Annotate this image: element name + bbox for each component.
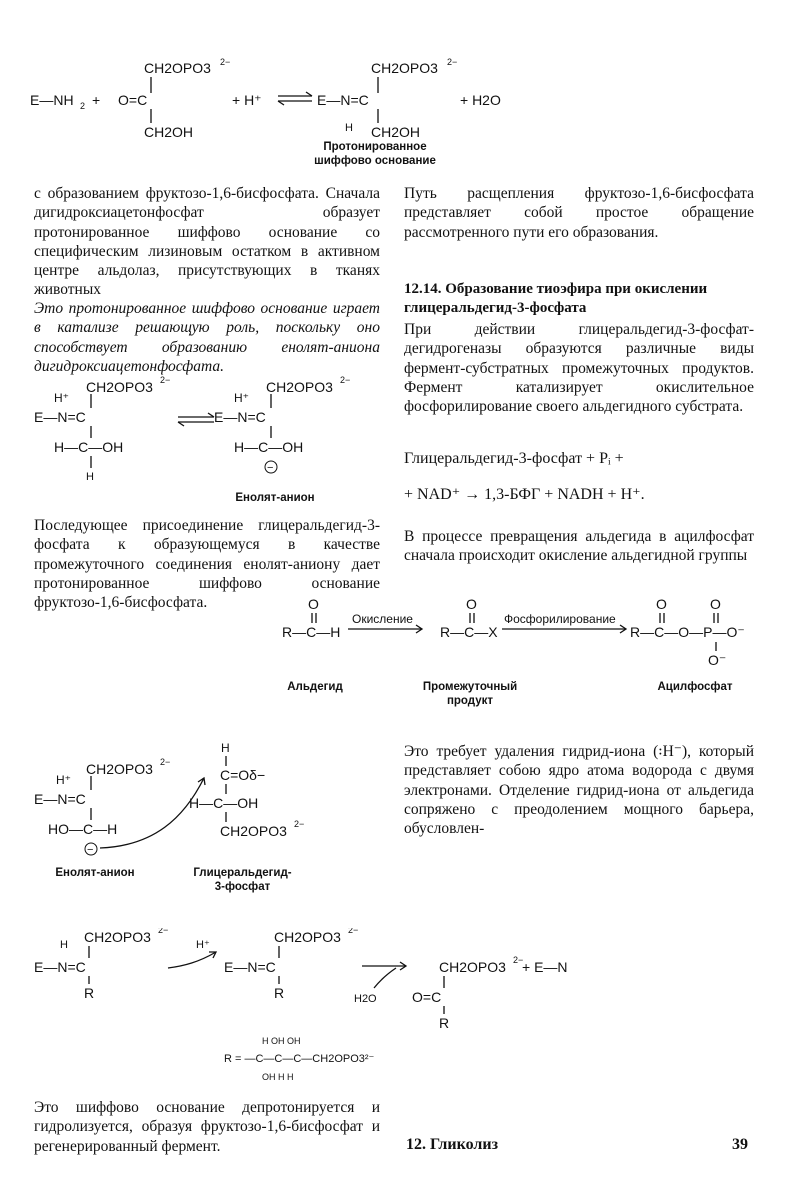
- plus-enzyme: + E—N: [522, 959, 568, 975]
- h-c-oh-label: H—C—OH: [189, 795, 259, 811]
- ho-c-h-label: HO—C—H: [48, 821, 118, 837]
- oxygen-label-3: O: [656, 596, 667, 612]
- oxygen-label: O: [308, 596, 319, 612]
- caption-line-1: Протонированное: [323, 141, 427, 153]
- subscript-2: 2: [80, 101, 86, 111]
- charge-enolate: 2−: [160, 757, 171, 767]
- plus-water: + H2O: [460, 92, 501, 108]
- charge-gap: 2−: [294, 819, 305, 829]
- carbonyl-product: O=C: [412, 989, 442, 1005]
- proton-label: H⁺: [196, 939, 210, 951]
- section-heading: 12.14. Образование тиоэфира при окислении глицеральдегид-3-фосфата: [404, 281, 708, 316]
- left-paragraph-3: Последующее присоединение глицеральдегид-3-фосфата к образующемуся в качестве промежуточного соединения енолят-аниону дает протонированное шиффово основание фруктозо-1,6-бисфосфата.: [34, 517, 380, 612]
- right-paragraph-4: Это требует удаления гидрид-иона (꞉H⁻), который представляет собою ядро атома водорода с двумя электронами. Отделение гидрид-иона от альдегида сопряжено с преодолением мощного барьера, обусловлен-: [404, 743, 754, 838]
- caption-enolate-anion-2: Енолят-анион: [55, 867, 135, 879]
- chapter-title: 12. Гликолиз: [406, 1136, 498, 1153]
- right-paragraph-1: Путь расщепления фруктозо-1,6-бисфосфата представляет собой простое обращение рассмотренного пути его образования.: [404, 185, 754, 241]
- r-definition: R = —C—C—C—CH2OPO3²⁻: [224, 1053, 375, 1065]
- o-minus-label: O⁻: [708, 652, 727, 668]
- carbonyl-label: O=C: [118, 92, 148, 108]
- charge-label-2: 2−: [340, 375, 351, 385]
- scheme-aldehyde-oxidation: [280, 595, 790, 685]
- oxygen-label-4: O: [710, 596, 721, 612]
- ch2opo3-3: CH2OPO3: [439, 959, 506, 975]
- ch2oh-group-2: CH2OH: [371, 124, 421, 140]
- attack-arrow: [100, 778, 204, 848]
- caption-protonated-schiff-base: [290, 140, 460, 168]
- scheme-enolate-gap-addition: [34, 738, 334, 863]
- enzyme-amine-label: E—NH: [30, 92, 74, 108]
- scheme-hydrolysis: [34, 928, 594, 1098]
- caption-intermediate-line-1: Промежуточный: [422, 681, 518, 693]
- caption-gap-line-1: Глицеральдегид-: [193, 867, 292, 879]
- caption-gap: [180, 866, 305, 894]
- ch2opo3-2: CH2OPO3: [274, 929, 341, 945]
- enzyme-n-c-label: E—N=C: [34, 791, 86, 807]
- right-paragraph-2: При действии глицеральдегид-3-фосфат-дегидрогеназы образуются различные виды фермент-субстратных промежуточных продуктов. Фермент катализирует окислительное фосфорилирование своего альдегидного субстрата.: [404, 321, 754, 416]
- proton-label-2: H⁺: [234, 391, 249, 405]
- charge-1: 2−: [158, 928, 169, 935]
- hydrogen-label: H: [86, 471, 94, 483]
- caption-enolate-anion: Енолят-анион: [235, 492, 315, 504]
- hydrogen-label: H: [60, 939, 68, 951]
- protonated-enzyme-label: E—N=C: [317, 92, 369, 108]
- caption-acylphosphate: Ацилфосфат: [657, 681, 733, 693]
- hydrogen-label: H: [345, 122, 353, 134]
- equation-line-1: Глицеральдегид-3-фосфат + Pᵢ +: [404, 450, 624, 467]
- phosphorylation-label: Фосфорилирование: [504, 612, 616, 626]
- h-c-oh-label: H—C—OH: [54, 439, 124, 455]
- charge-label: 2−: [220, 57, 231, 67]
- oxidation-label: Окисление: [352, 612, 413, 626]
- ch2opo3-enolate: CH2OPO3: [86, 761, 153, 777]
- ch2opo3-gap: CH2OPO3: [220, 823, 287, 839]
- plus-sign: +: [92, 92, 101, 108]
- charge-3: 2−: [513, 955, 524, 965]
- enzyme-n-c-1: E—N=C: [34, 959, 86, 975]
- r-def-bottom-row: OH H H: [262, 1072, 294, 1082]
- ch2opo3-1: CH2OPO3: [84, 929, 151, 945]
- r-label-2: R: [274, 985, 285, 1001]
- water-label: H2O: [354, 993, 377, 1005]
- proton-label: H⁺: [54, 391, 69, 405]
- caption-aldehyde: Альдегид: [287, 681, 343, 693]
- caption-intermediate-line-2: продукт: [446, 695, 494, 707]
- ch2opo3-group: CH2OPO3: [144, 60, 211, 76]
- charge-label-2: 2−: [447, 57, 458, 67]
- plus-proton: + H⁺: [232, 92, 262, 108]
- caption-gap-line-2: 3-фосфат: [214, 881, 271, 893]
- right-paragraph-3: В процессе превращения альдегида в ацилфосфат сначала происходит окисление альдегидной группы: [404, 528, 754, 565]
- intermediate-label: R—C—X: [440, 624, 498, 640]
- left-paragraph-italic: Это протонированное шиффово основание играет в катализе решающую роль, поскольку оно способствует образованию енолят-аниона дигидроксиацетонфосфата.: [34, 300, 380, 375]
- ch2opo3-group-2: CH2OPO3: [266, 379, 333, 395]
- enzyme-n-c-2: E—N=C: [224, 959, 276, 975]
- h-c-oh-label-2: H—C—OH: [234, 439, 304, 455]
- left-paragraph-1: с образованием фруктозо-1,6-бисфосфата. Сначала дигидроксиацетонфосфат образует протонированное шиффово основание со специфическим лизиновым остатком в активном центре альдолаз, присутствующих в тканях животных: [34, 185, 380, 299]
- caption-line-2: шиффово основание: [314, 155, 436, 167]
- caption-intermediate: [405, 680, 535, 708]
- charge-label: 2−: [160, 375, 171, 385]
- acylphosphate-label: R—C—O—P—O⁻: [630, 624, 745, 640]
- negative-charge-sign: −: [267, 462, 274, 474]
- ch2opo3-group-2: CH2OPO3: [371, 60, 438, 76]
- proton-label: H⁺: [56, 773, 71, 787]
- aldehyde-label: R—C—H: [282, 624, 341, 640]
- bottom-paragraph: Это шиффово основание депротонируется и гидролизуется, образуя фруктозо-1,6-бисфосфат и регенерированный фермент.: [34, 1099, 380, 1155]
- ch2opo3-group: CH2OPO3: [86, 379, 153, 395]
- hydrogen-top: H: [221, 741, 230, 755]
- enzyme-n-c-label-2: E—N=C: [214, 409, 266, 425]
- negative-charge-sign: −: [87, 844, 94, 856]
- scheme-enolate-anion: [34, 372, 374, 487]
- r-label-1: R: [84, 985, 95, 1001]
- charge-2: 2−: [348, 928, 359, 935]
- equation-line-2: + NAD⁺ → 1,3-БФГ + NADH + H⁺.: [404, 486, 645, 503]
- oxygen-label-2: O: [466, 596, 477, 612]
- enzyme-n-c-label: E—N=C: [34, 409, 86, 425]
- r-label-3: R: [439, 1015, 450, 1031]
- arrow-deprotonation: [168, 952, 216, 968]
- r-def-h-row: H OH OH: [262, 1036, 301, 1046]
- water-arrow: [374, 968, 396, 988]
- page-number: 39: [732, 1136, 748, 1153]
- ch2oh-group: CH2OH: [144, 124, 194, 140]
- carbonyl-delta-label: C=Oδ−: [220, 767, 266, 783]
